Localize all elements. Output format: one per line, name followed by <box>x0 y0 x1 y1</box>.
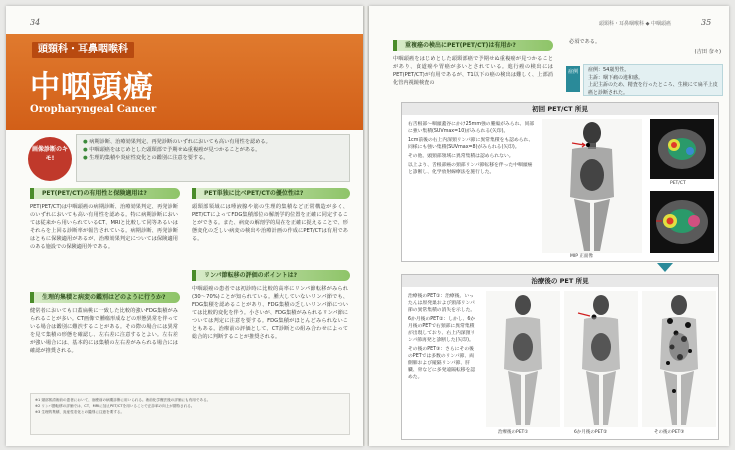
section-body: 健常者においても口蓋扁桃に一致した比較的強いFDG集積がみられることが多い。CT画像で腫瘍形成などの形態異常を伴っている場合は鑑別に難渋することがある。その際の場合には異常を見て集積の形態を確認し、左右差に注意するとよい。左右差が強い場合には、基本的には集積の左右差がみられる場合には確認が推奨される。 <box>30 308 178 354</box>
section-body: 頭頸部領域には唾液腺や筋の生理的集積など正常構造が多く、PET/CTによってFDG集積部位の解剖学的位置を正確に同定することができる。また、病変の解剖学的局在を正確に捉えることで、形態変化の乏しい病変の検出や治療計画の作成にPET/CTは有用である。 <box>192 204 348 242</box>
page-title: 中咽頭癌 <box>30 70 154 105</box>
petct-image-lower <box>650 191 714 253</box>
category-label: 頭頸科・耳鼻咽喉科 <box>32 42 134 58</box>
panel-findings <box>408 293 478 383</box>
petct-image-upper <box>650 119 714 179</box>
continued-text: 必須である。 <box>569 39 601 45</box>
petct-caption: PET/CT <box>670 181 686 186</box>
section-body: 中咽頭癌の患者では初診時に比較的高率にリンパ節転移がみられ(30〜70%)ことが知られている。腫大していないリンパ節でも、FDG集積を認めることがあり、FDG集積の乏しいリンパ節については比較的変化を伴う。小さいが、FDG集積がみられるリンパ節については判定に注意を要する。FDG集積がほとんどみられないこともある。治療前の評価として、CT診断との組み合わせによって総合的に判断することが推奨される。 <box>192 286 348 340</box>
scan-caption: 治療後のPET① <box>498 430 529 435</box>
section-heading: PET(PET/CT)の有用性と保険適用は? <box>30 188 180 199</box>
mip-scan-image <box>542 119 642 253</box>
key-points-box <box>76 134 350 182</box>
section-heading: 生理的集積と病変の鑑別はどのように行うか? <box>30 292 180 303</box>
case-line: 症例：54歳男性。 <box>588 67 630 73</box>
pet-scan-image-1 <box>486 291 560 427</box>
page-number-left: 34 <box>30 18 41 27</box>
section-body: 中咽頭癌をはじめとした頭頸部癌で予期せぬ重複癌が見つかることがあり、食道癌や胃癌が多いとされている。進行癌の検出にはPET(PET/CT)が有用であるが、T1以下の癌の検出は難しく、上部消化管内視鏡検査の <box>393 56 553 86</box>
key-point: ● 中咽頭癌をはじめとした頭頸部で予期せぬ重複癌が見つかることがある。 <box>83 146 343 154</box>
footnote: ※1 頸部郭清術前の患者において、治療前の病期診断に用いられる。術前化学療法後の評価にも有用である。 <box>35 398 211 402</box>
left-page <box>6 6 363 446</box>
case-line: 上記主訴のため、精査を行ったところ、生検にて扁平上皮癌と診断された。 <box>588 82 718 96</box>
section-heading: 重複癌の検出にPET(PET/CT)は有用か? <box>393 40 553 51</box>
finding: 6か月後のPET②：しかし、6か月後のPETで右頸部に異常集積が出現しており、右上内深頸リンパ節再発と診断した(矢印)。 <box>408 317 476 343</box>
initial-pet-panel <box>401 102 719 262</box>
footnotes <box>30 393 350 435</box>
down-arrow-icon <box>657 263 673 272</box>
scan-caption: その後のPET③ <box>654 430 685 435</box>
running-head: 頭頸科・耳鼻咽喉科 ◆ 中咽頭癌 <box>599 21 672 27</box>
pet-scan-image-3 <box>642 291 716 427</box>
footnote: ※2 リンパ節転移の評価では、CT、MRIに加えPET/CTを用いることで正診率の向上が期待される。 <box>35 404 195 408</box>
finding: 以上より、舌根部癌の頸部リンパ節転移を伴った中咽頭癌と診断し、化学放射線療法を施行した。 <box>408 163 533 175</box>
panel-findings <box>408 121 536 178</box>
footnote: ※3 生理的集積、炎症性変化との鑑別に注意を要する。 <box>35 410 125 414</box>
right-page <box>369 6 729 446</box>
key-points-icon: 画像診断のキモ! <box>28 137 72 181</box>
case-line: 主訴：咽下痛の違和感。 <box>588 74 644 81</box>
key-point: ● 生理的集積や炎症性変化との鑑別に注意を要する。 <box>83 154 343 162</box>
section-heading: リンパ節転移の評価のポイントは? <box>192 270 350 281</box>
page-number-right: 35 <box>701 18 712 27</box>
scan-caption: 6か月後のPET② <box>574 430 608 435</box>
page-title-english: Oropharyngeal Cancer <box>30 104 157 115</box>
post-treatment-pet-panel <box>401 274 719 440</box>
author: (吉田 奈々) <box>694 49 721 55</box>
section-heading: PET単独に比べPET/CTの優位性は? <box>192 188 350 199</box>
key-point: ● 病期診断、治療効果判定、再発診断のいずれにおいても高い有用性を認める。 <box>83 138 343 146</box>
finding: その後のPET③：さらにその後のPETでは多数のリンパ節、両側肺および縦隔リンパ節、肝臓、骨などに多発遠隔転移を認めた。 <box>408 347 476 380</box>
case-badge: 症例 <box>566 66 580 92</box>
case-summary <box>583 64 723 96</box>
section-body: PET(PET/CT)は中咽頭癌の病期診断、治療効果判定、再発診断のいずれにおいても高い有用性を認める。特に病期診断においては従来から用いられているCT、MRIと比較して同等あるいはそれらを上回る診断率が報告されている。病期診断、再発診断はともに保険適用があるが、治療効果判定については保険適用のある施設での保険適用外である。 <box>30 204 178 250</box>
panel-heading: 初回 PET/CT 所見 <box>402 103 718 115</box>
finding: その他、頭頸部領域に異常集積は認められない。 <box>408 154 514 159</box>
finding: 治療後のPET①：治療後、いったんは原発巣および頸部リンパ節の異常集積の消失を示した。 <box>408 294 476 313</box>
mip-caption: MIP 正面像 <box>570 254 593 259</box>
finding: 右舌根部〜咽頭蓋谷にかけ25mm強の腫瘍がみられ、同部に強い集積(SUVmax=10)がみられる(矢印)。 <box>408 122 535 134</box>
pet-scan-image-2 <box>564 291 638 427</box>
finding: 1cm前後の右上内深頸リンパ節に異常集積をも認められ、同様にも強い集積(SUVmax=8)がみられる(矢印)。 <box>408 138 534 150</box>
panel-heading: 治療後の PET 所見 <box>402 275 718 287</box>
